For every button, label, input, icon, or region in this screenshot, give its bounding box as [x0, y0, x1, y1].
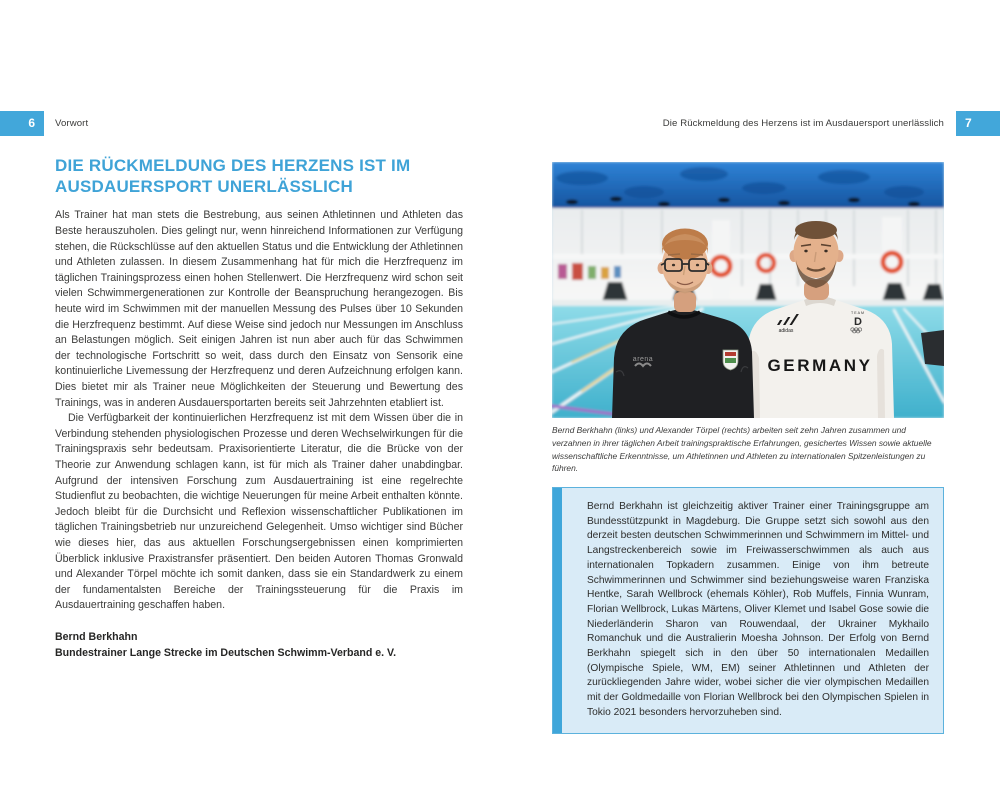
info-box	[552, 487, 944, 734]
body-paragraph-1: Als Trainer hat man stets die Bestrebung, aus seinen Athletinnen und Athleten das Beste herauszuholen. Dies gelingt nur, wenn hinreichend Informationen zur Verfügung stehen, die Rückschlüsse auf den aktuellen Status und die Entwicklung der Athletinnen und Athleten zulassen. In diesem Zusammenhang hat für mich die Herzfrequenz im täglichen Trainingsprozess einen hohen Stellenwert. Die Herzfrequenz wird schon seit vielen Schwimmergenerationen zur Kontrolle der Beanspruchung herangezogen. Bis heute wird im Schwimmen mit der manuellen Messung des Pulses über 10 Sekunden die Herzfrequenz bestimmt. Auf diese Weise sind jedoch nur Messungen im Anschluss an Belastungen möglich. Seit einigen Jahren ist nun aber auch für das Schwimmen der technologische Fortschritt so weit, dass durch den Einsatz von Sensorik eine kontinuierliche Livemessung der Herzfrequenz und deren Aufzeichnung erfolgen kann. Dies bietet mir als Trainer neue Möglichkeiten der Steuerung und Bewertung des Trainings, was in anderen Ausdauersportarten bereits seit Jahrzehnten etabliert ist.	[55, 209, 463, 409]
info-box-text: Bernd Berkhahn ist gleichzeitig aktiver Trainer einer Trainingsgruppe am Bundesstützpunkt in Magdeburg. Die Gruppe setzt sich sowohl aus den derzeit besten deutschen Schwimmerinnen und Schwimmern im Mittel- und Langstreckenbereich sowie im Freiwasserschwimmen als auch aus internationalen Topkadern zusammen. Einige von ihm betreute Schwimmerinnen und Schwimmer sind beziehungsweise waren Franziska Hentke, Sarah Wellbrock (ehemals Köhler), Rob Muffels, Finnia Wunram, Florian Wellbrock, Lukas Märtens, Oliver Klemet und Isabel Gose sowie die Niederländerin Sharon van Rouwendaal, der Ukrainer Mykhailo Romanchuk und die Australierin Moesha Johnson. Der Erfolg von Bernd Berkhahn spiegelt sich in den über 50 internationalen Medaillen (Olympische Spiele, WM, EM) seiner Athletinnen und Athleten der zurückliegenden Jahre wider, wobei sicher die vier olympischen Medaillen mit der Goldmedaille von Florian Wellbrock bei den Olympischen Spielen in Tokio 2021 besonders hervorzuheben sind.	[587, 501, 929, 718]
adidas-logo-text: adidas	[778, 328, 794, 334]
photo-caption: Bernd Berkhahn (links) und Alexander Törpel (rechts) arbeiten seit zehn Jahren zusammen und verzahnen in ihrer täglichen Arbeit trainingspraktische Erfahrungen, gesichertes Wissen sowie aktuelle wissenschaftliche Erkenntnisse, um Athletinnen und Athleten zu internationalen Spitzenleistungen zu führen.	[552, 425, 932, 474]
left-page-number-badge: 6	[0, 111, 44, 136]
team-d-letter: D	[854, 316, 862, 328]
signature-role: Bundestrainer Lange Strecke im Deutschen Schwimm-Verband e. V.	[55, 646, 397, 659]
chapter-heading: DIE RÜCKMELDUNG DES HERZENS IST IM AUSDAUERSPORT UNERLÄSSLICH	[55, 156, 411, 196]
left-page-column	[55, 156, 463, 661]
team-d-team-text: TEAM	[851, 311, 865, 315]
pool-deck-edge	[552, 300, 944, 307]
info-box-accent-bar	[553, 488, 562, 733]
club-crest	[723, 350, 738, 370]
arena-logo-text: arena	[632, 356, 654, 363]
photo-illustration	[552, 162, 944, 418]
right-page-number-badge: 7	[956, 111, 1000, 136]
signature-name: Bernd Berkhahn	[55, 630, 138, 643]
photo-two-coaches-pool	[552, 162, 944, 418]
germany-shirt-text: GERMANY	[767, 356, 873, 375]
preface-body	[55, 208, 463, 613]
arena-logo	[633, 356, 653, 366]
body-paragraph-2: Die Verfügbarkeit der kontinuierlichen Herzfrequenz ist mit dem Wissen über die in Verbindung stehenden physiologischen Prozesse und deren Wechselwirkungen für die Trainingspraxis sehr bedeutsam. Praxisorientierte Literatur, die die Brücke von der Theorie zur Anwendung schlagen kann, ist für mich als Trainer daher unabdingbar. Aufgrund der intensiven Forschung zum Ausdauertraining ist eine regelrechte Studienflut zu beobachten, die wichtige Neuerungen für meine Arbeit enthalten könnte. Jedoch bleibt für die Durchsicht und Reflexion wissenschaftlicher Publikationen im täglichen Trainingsbetrieb nur unzureichend Gelegenheit. Umso wichtiger sind Bücher wie dieses hier, das aus aktuellen Forschungsergebnissen einen komprimierten Überblick inklusive Praxistransfer präsentiert. Den beiden Autoren Thomas Gronwald und Alexander Törpel möchte ich somit danken, dass sie ein Standardwerk zu einem der fundamentalsten Bereiche der Trainingssteuerung für die Praxis im Ausdauertraining geschaffen haben.	[55, 412, 463, 612]
running-header-left: Vorwort	[55, 118, 89, 129]
running-header-right: Die Rückmeldung des Herzens ist im Ausdauersport unerlässlich	[662, 118, 944, 129]
signature-block	[55, 630, 463, 661]
